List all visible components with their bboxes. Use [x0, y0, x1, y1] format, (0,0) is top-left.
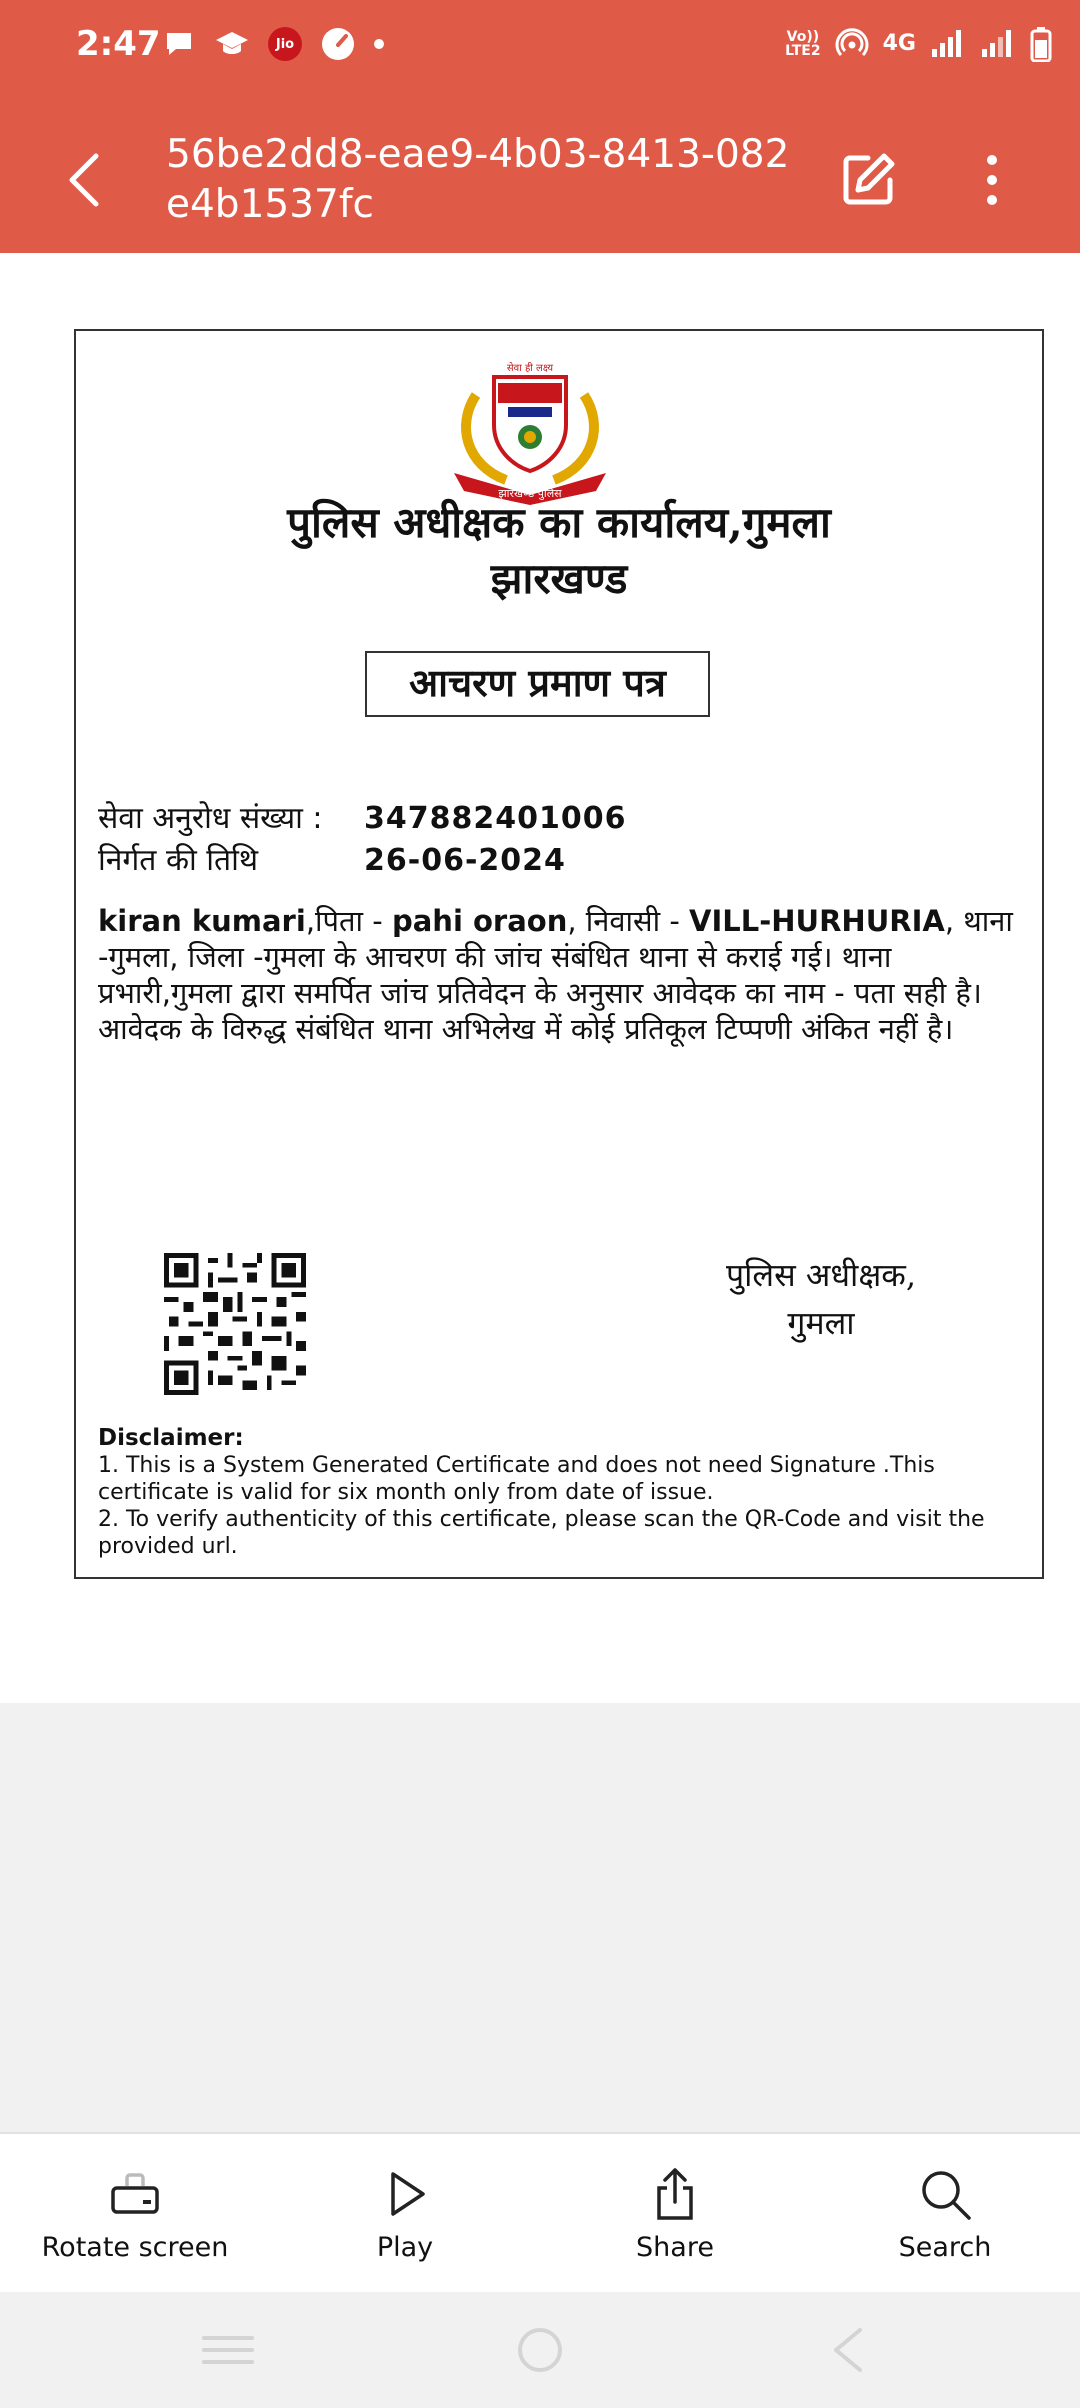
- disclaimer: [98, 1425, 1018, 1560]
- service-request-number: 347882401006: [364, 801, 627, 836]
- signatory-title: पुलिस अधीक्षक,: [725, 1256, 917, 1294]
- chevron-left-icon: [62, 150, 112, 210]
- issue-date-label: निर्गत की तिथि: [98, 843, 259, 878]
- issue-date-row: [98, 841, 566, 881]
- volte-line1: Vo)): [786, 29, 820, 45]
- chat-bubble-icon: [162, 27, 196, 61]
- emblem-motto: सेवा ही लक्ष्य: [506, 363, 554, 374]
- network-type: 4G: [882, 31, 916, 56]
- disclaimer-heading: Disclaimer:: [98, 1425, 244, 1451]
- emblem-banner: झारखण्ड पुलिस: [498, 487, 562, 500]
- edit-icon: [838, 150, 898, 210]
- status-time: 2:47: [76, 24, 161, 64]
- more-vertical-icon: [968, 150, 1016, 210]
- village-name: VILL-HURHURIA: [689, 904, 945, 938]
- recents-icon[interactable]: [198, 2324, 258, 2376]
- certificate-title: आचरण प्रमाण पत्र: [365, 651, 710, 717]
- rotate-screen-icon: [107, 2166, 163, 2222]
- qr-code[interactable]: [164, 1253, 306, 1395]
- speedometer-icon: [320, 26, 356, 62]
- issuing-office: [76, 495, 1042, 607]
- graduation-cap-icon: [214, 27, 250, 61]
- bottom-action-bar: [0, 2132, 1080, 2294]
- edit-button[interactable]: [838, 150, 898, 210]
- app-header: [0, 0, 1080, 253]
- issue-date-value: 26-06-2024: [364, 843, 566, 878]
- search-icon: [917, 2166, 973, 2222]
- home-icon[interactable]: [510, 2324, 570, 2376]
- notification-icons: [162, 26, 384, 62]
- search-label: Search: [898, 2231, 992, 2263]
- share-button[interactable]: [540, 2134, 810, 2294]
- play-button[interactable]: [270, 2134, 540, 2294]
- service-request-label: सेवा अनुरोध संख्या :: [98, 801, 323, 836]
- service-request-row: [98, 799, 627, 839]
- office-line-2: झारखण्ड: [490, 554, 628, 603]
- back-button[interactable]: [62, 150, 112, 210]
- system-navigation-bar: [0, 2292, 1080, 2408]
- battery-icon: [1030, 26, 1052, 62]
- hotspot-icon: [835, 27, 869, 61]
- play-label: Play: [376, 2231, 434, 2263]
- back-nav-icon[interactable]: [818, 2324, 878, 2376]
- system-icons: [785, 26, 1052, 62]
- play-icon: [377, 2166, 433, 2222]
- more-options-button[interactable]: [968, 150, 1016, 210]
- more-notifications-dot: [374, 39, 384, 49]
- jio-icon: Jio: [268, 27, 302, 61]
- applicant-name: kiran kumari: [98, 904, 306, 938]
- document-title: 56be2dd8-eae9-4b03-8413-082e4b1537fc: [166, 132, 790, 227]
- disclaimer-point-2: 2. To verify authenticity of this certificate, please scan the QR-Code and visit the provided url.: [98, 1507, 985, 1559]
- share-icon: [647, 2166, 703, 2222]
- signatory-place: गुमला: [787, 1304, 855, 1342]
- body-text: , थाना -गुमला, जिला -गुमला के आचरण की जांच संबंधित थाना से कराई गई। थाना प्रभारी,गुमला द्वारा समर्पित जांच प्रतिवेदन के अनुसार आवेदक का नाम - पता सही है। आवेदक के विरुद्ध संबंधित थाना अभिलेख में कोई प्रतिकूल टिप्पणी अंकित नहीं है।: [98, 904, 1013, 1046]
- share-label: Share: [636, 2231, 714, 2263]
- rotate-screen-button[interactable]: [0, 2134, 270, 2294]
- signatory: [696, 1251, 946, 1347]
- volte-indicator: [785, 30, 820, 58]
- signal-icon: [930, 27, 966, 61]
- search-button[interactable]: [810, 2134, 1080, 2294]
- certificate-body: [98, 903, 1018, 1047]
- office-line-1: पुलिस अधीक्षक का कार्यालय,गुमला: [287, 498, 831, 547]
- disclaimer-point-1: 1. This is a System Generated Certificate and does not need Signature .This certificate is valid for six month only from date of issue.: [98, 1453, 935, 1505]
- father-label: ,पिता -: [305, 904, 392, 938]
- rotate-screen-label: Rotate screen: [41, 2231, 229, 2263]
- resident-label: , निवासी -: [567, 904, 690, 938]
- volte-line2: LTE2: [785, 43, 821, 59]
- police-emblem-logo: [436, 355, 624, 505]
- signal-2-icon: [980, 27, 1016, 61]
- certificate-page: [74, 329, 1044, 1579]
- father-name: pahi oraon: [391, 904, 568, 938]
